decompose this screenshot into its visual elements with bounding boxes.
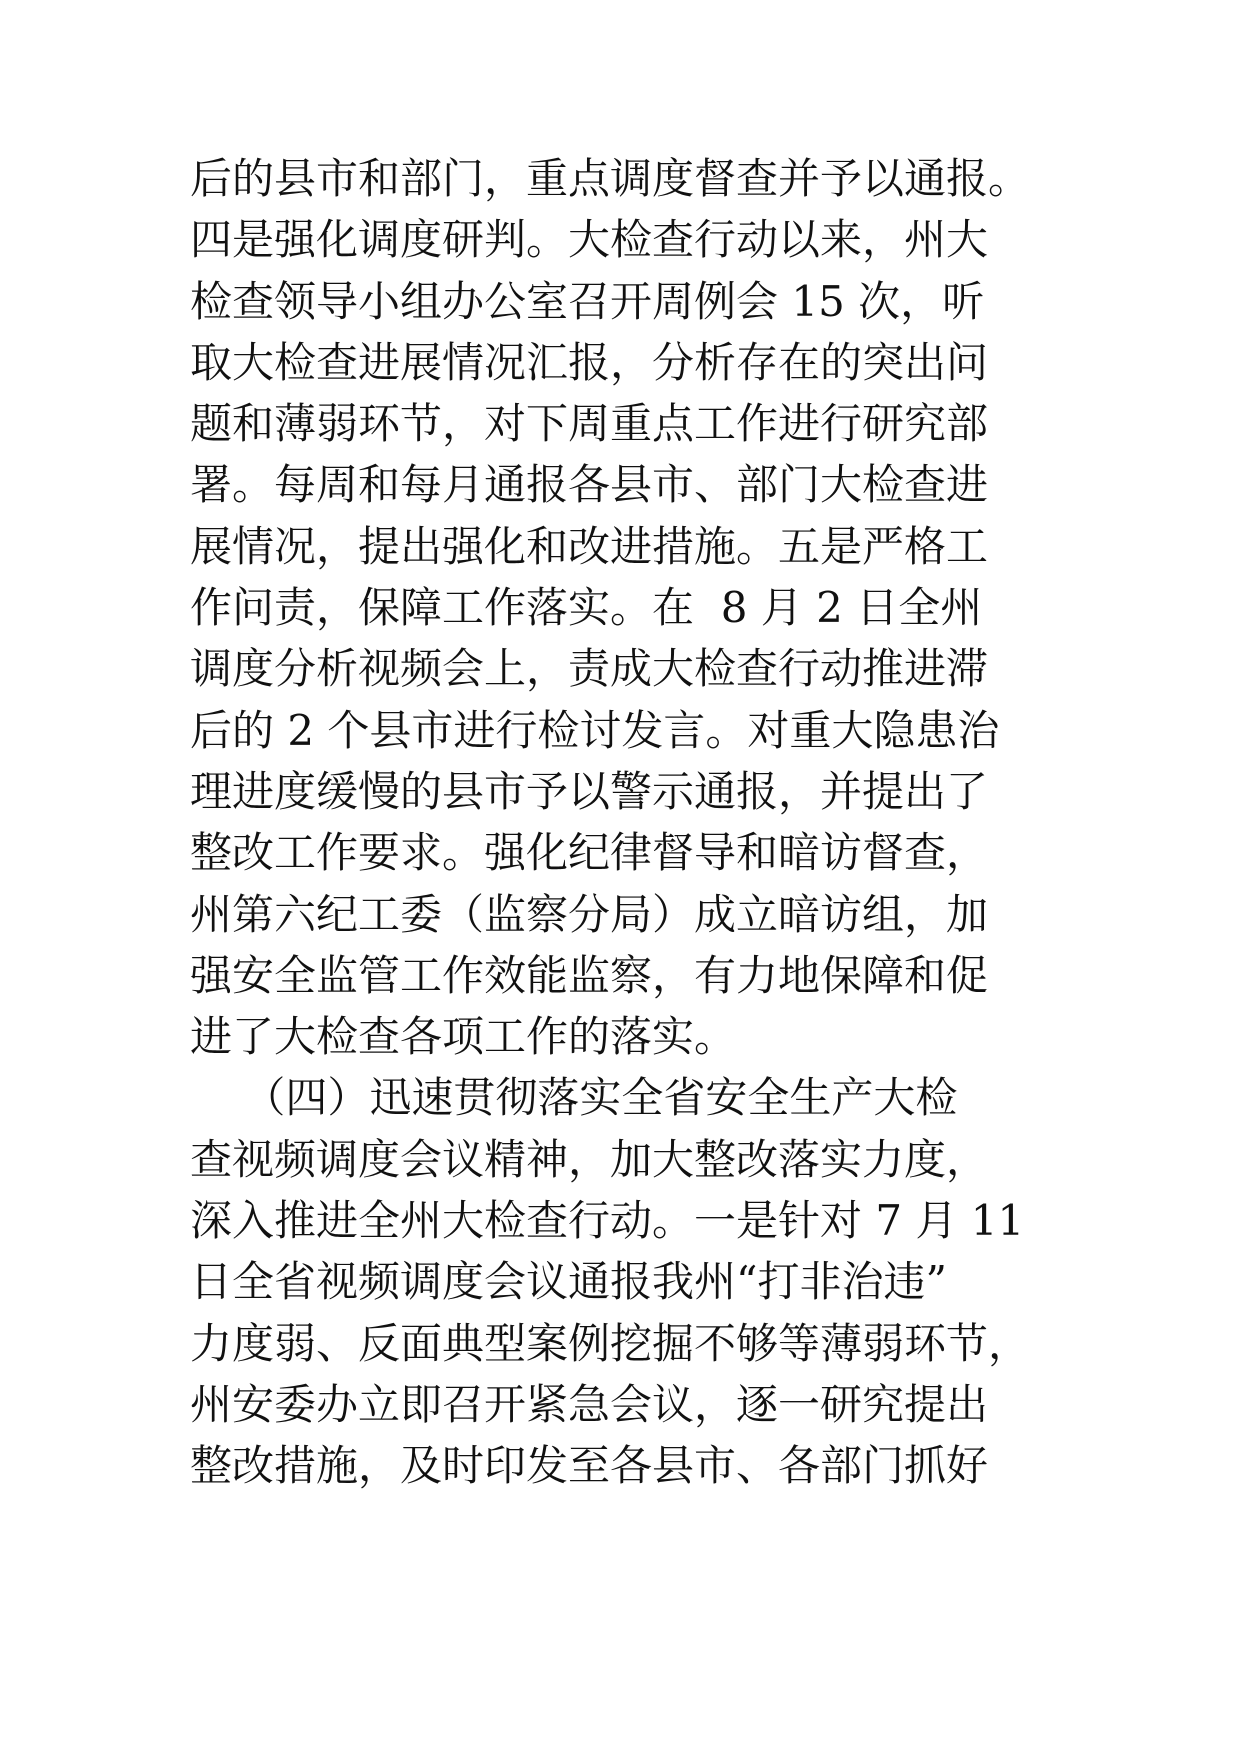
text-line: 日全省视频调度会议通报我州“打非治违” (190, 1257, 947, 1307)
text-line: 强安全监管工作效能监察，有力地保障和促 (190, 950, 989, 1000)
text-line: 检查领导小组办公室召开周例会 15 次，听 (190, 276, 985, 326)
text-line: 力度弱、反面典型案例挖掘不够等薄弱环节， (190, 1318, 1031, 1368)
text-line: 州第六纪工委（监察分局）成立暗访组，加 (190, 889, 989, 939)
text-line: （四）迅速贯彻落实全省安全生产大检 (190, 1073, 958, 1123)
body-text (190, 148, 1090, 1497)
text-line: 整改工作要求。强化纪律督导和暗访督查， (190, 828, 989, 878)
text-line: 整改措施，及时印发至各县市、各部门抓好 (190, 1441, 989, 1491)
text-line: 后的县市和部门，重点调度督查并予以通报。 (190, 154, 1031, 203)
text-line: 题和薄弱环节，对下周重点工作进行研究部 (190, 399, 989, 449)
text-line: 展情况，提出强化和改进措施。五是严格工 (190, 521, 989, 571)
text-line: 后的 2 个县市进行检讨发言。对重大隐患治 (190, 705, 1000, 755)
text-line: 调度分析视频会上，责成大检查行动推进滞 (190, 644, 989, 694)
text-line: 取大检查进展情况汇报，分析存在的突出问 (190, 337, 989, 387)
text-line: 深入推进全州大检查行动。一是针对 7 月 11 (190, 1196, 1025, 1246)
text-line: 署。每周和每月通报各县市、部门大检查进 (190, 460, 989, 510)
text-line: 进了大检查各项工作的落实。 (190, 1012, 737, 1062)
text-line: 州安委办立即召开紧急会议，逐一研究提出 (190, 1379, 989, 1429)
text-line: 查视频调度会议精神，加大整改落实力度， (190, 1134, 989, 1184)
text-line: 四是强化调度研判。大检查行动以来，州大 (190, 215, 989, 265)
text-line: 作问责，保障工作落实。在 8 月 2 日全州 (190, 583, 983, 633)
text-line: 理进度缓慢的县市予以警示通报，并提出了 (190, 766, 989, 816)
